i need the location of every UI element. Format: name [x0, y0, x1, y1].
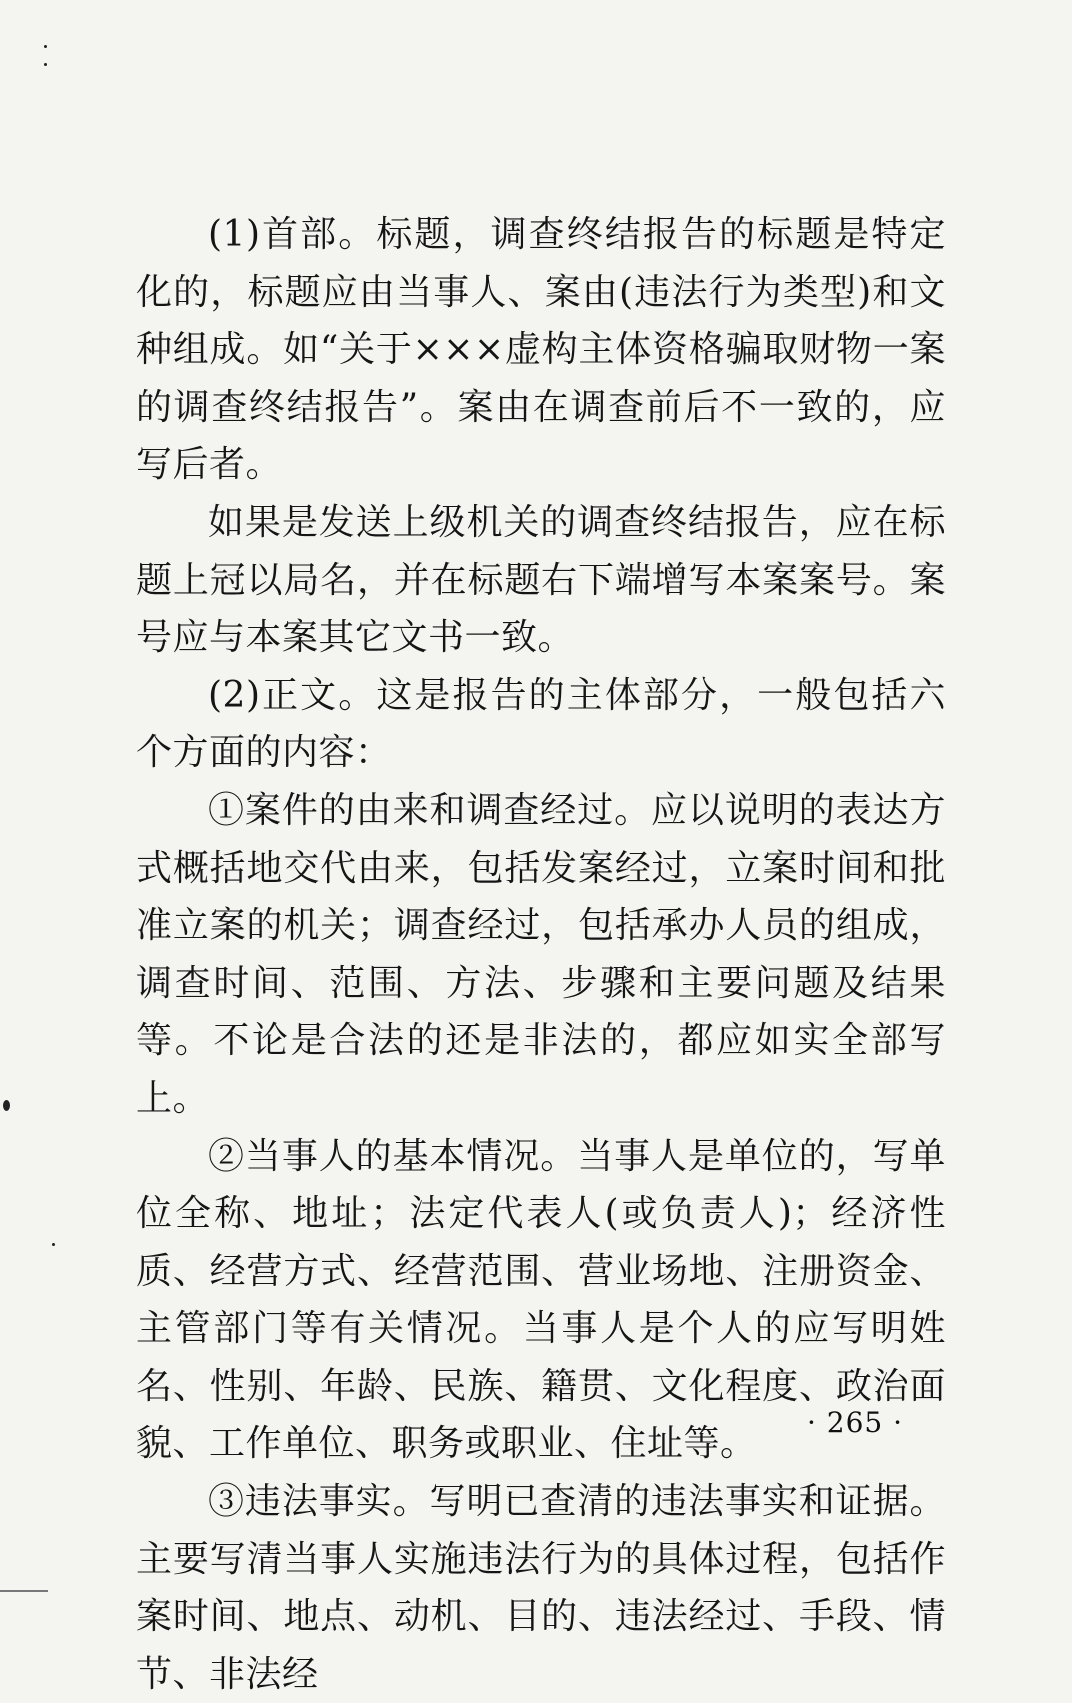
scan-speck — [44, 63, 47, 66]
scan-edge-line — [0, 1590, 48, 1592]
scan-speck — [52, 1243, 55, 1246]
scan-speck — [44, 45, 47, 48]
paragraph-main-body: (2)正文。这是报告的主体部分，一般包括六个方面的内容： — [136, 674, 946, 774]
paragraph-case-origin: ①案件的由来和调查经过。应以说明的表达方式概括地交代由来，包括发案经过，立案时间和批准立案的机关；调查经过，包括承办人员的组成，调查时间、范围、方法、步骤和主要问题及结果等。不论是合法的还是非法的，都应如实全部写上。 — [136, 789, 946, 1119]
page-number: · 265 · — [806, 1406, 904, 1439]
paragraph-heading-section: (1)首部。标题，调查终结报告的标题是特定化的，标题应由当事人、案由(违法行为类型)和文种组成。如“关于×××虚构主体资格骗取财物一案的调查终结报告”。案由在调查前后不一致的，应写后者。 — [136, 214, 946, 486]
paragraph-illegal-facts: ③违法事实。写明已查清的违法事实和证据。主要写清当事人实施违法行为的具体过程，包括作案时间、地点、动机、目的、违法经过、手段、情节、非法经 — [136, 1481, 946, 1695]
scan-speck — [3, 1100, 10, 1111]
body-text — [136, 206, 946, 1703]
paragraph-superior-report: 如果是发送上级机关的调查终结报告，应在标题上冠以局名，并在标题右下端增写本案案号。案号应与本案其它文书一致。 — [136, 501, 946, 659]
paragraph-party-info: ②当事人的基本情况。当事人是单位的，写单位全称、地址；法定代表人(或负责人)；经济性质、经营方式、经营范围、营业场地、注册资金、主管部门等有关情况。当事人是个人的应写明姓名、性别、年龄、民族、籍贯、文化程度、政治面貌、工作单位、职务或职业、住址等。 — [136, 1135, 946, 1465]
